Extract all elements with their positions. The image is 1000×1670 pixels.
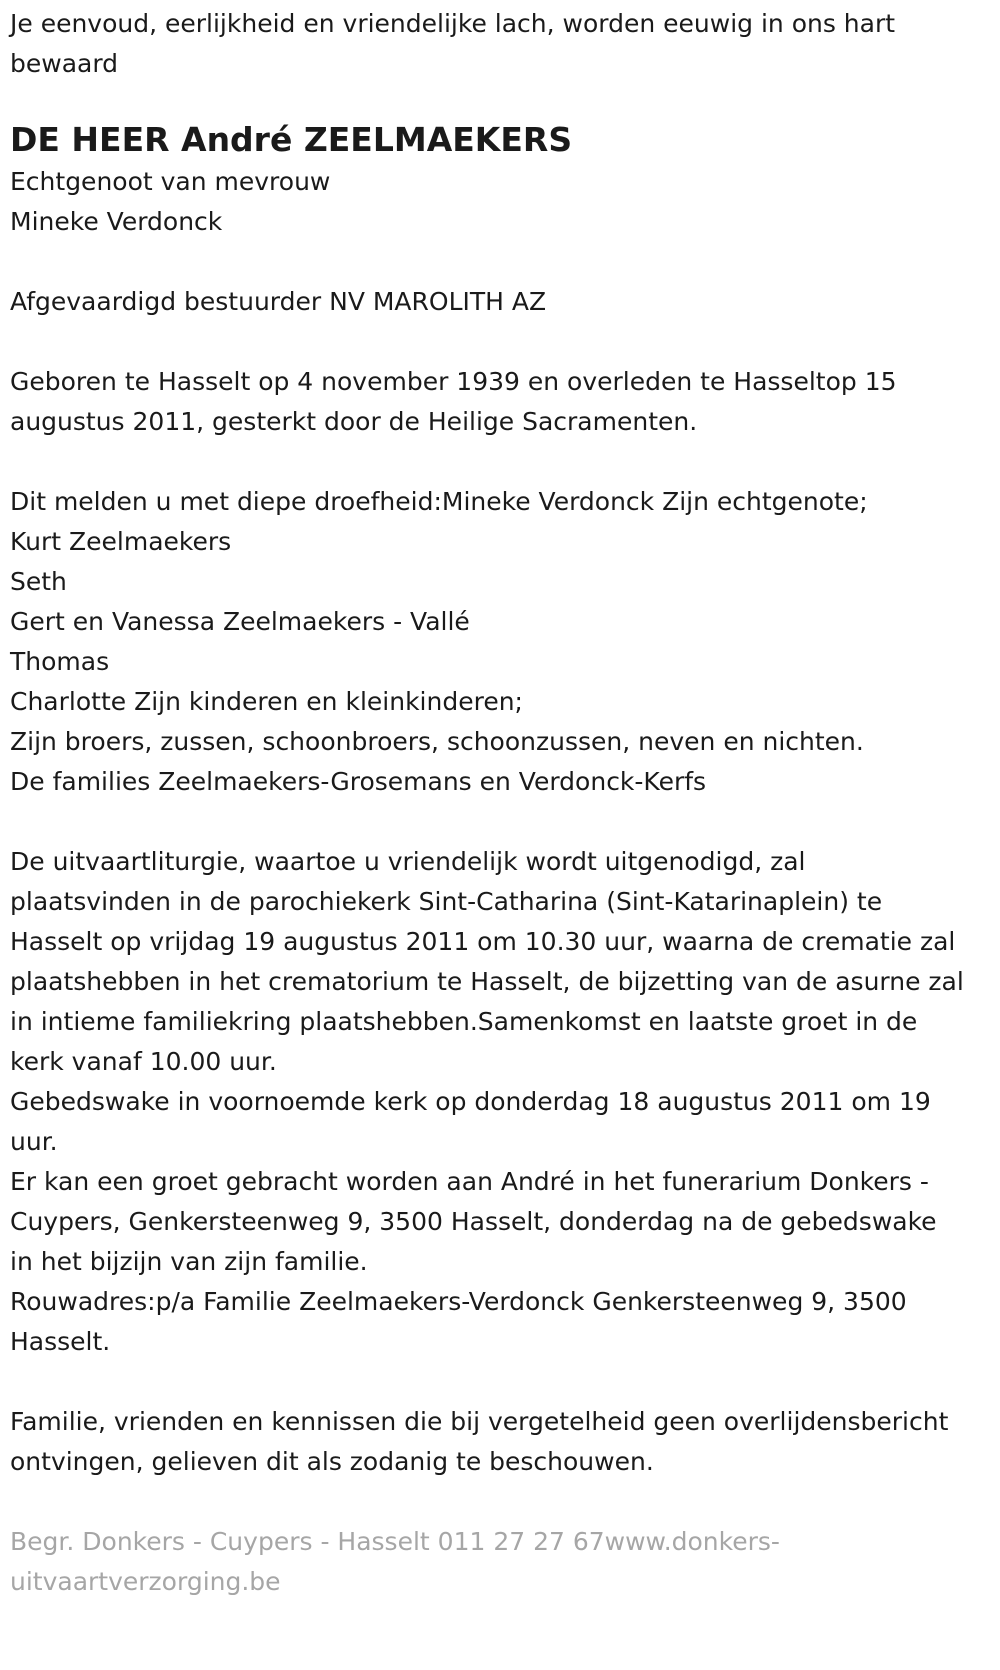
position-block <box>10 282 970 322</box>
ceremony-line: Er kan een groet gebracht worden aan André in het funerarium Donkers - Cuypers, Genkersteenweg 9, 3500 Hasselt, donderdag na de gebedswake <box>10 1167 937 1236</box>
mourner-line: Dit melden u met diepe droefheid:Mineke Verdonck Zijn echtgenote; <box>10 487 868 516</box>
funeral-home-footer: Begr. Donkers - Cuypers - Hasselt 011 27 27 67www.donkers-uitvaartverzorging.be <box>10 1527 780 1596</box>
mourner-line: Zijn broers, zussen, schoonbroers, schoonzussen, neven en nichten. <box>10 727 864 756</box>
mourner-line: Charlotte Zijn kinderen en kleinkinderen; <box>10 687 523 716</box>
spouse-block <box>10 162 970 242</box>
mourner-line: Thomas <box>10 647 110 676</box>
spouse-line: Echtgenoot van mevrouw <box>10 167 331 196</box>
ceremony-line: Rouwadres:p/a Familie Zeelmaekers-Verdonck Genkersteenweg 9, 3500 Hasselt. <box>10 1287 907 1356</box>
footer-block <box>10 1522 970 1602</box>
birth-death-text: Geboren te Hasselt op 4 november 1939 en overleden te Hasseltop 15 augustus 2011, gesterkt door de Heilige Sacramenten. <box>10 367 897 436</box>
mourner-line: Kurt Zeelmaekers <box>10 527 232 556</box>
mourner-line: Gert en Vanessa Zeelmaekers - Vallé <box>10 607 470 636</box>
closing-text: Familie, vrienden en kennissen die bij vergetelheid geen overlijdensbericht ontvingen, gelieven dit als zodanig te beschouwen. <box>10 1407 949 1476</box>
birth-death-block <box>10 362 970 442</box>
mourner-line: De families Zeelmaekers-Grosemans en Verdonck-Kerfs <box>10 767 707 796</box>
intro-text: Je eenvoud, eerlijkheid en vriendelijke lach, worden eeuwig in ons hart bewaard <box>10 9 896 78</box>
position-text: Afgevaardigd bestuurder NV MAROLITH AZ <box>10 287 547 316</box>
ceremony-line: Gebedswake in voornoemde kerk op donderdag 18 augustus 2011 om 19 uur. <box>10 1087 931 1156</box>
closing-block <box>10 1402 970 1482</box>
spouse-name: Mineke Verdonck <box>10 207 223 236</box>
ceremony-line: in het bijzijn van zijn familie. <box>10 1247 368 1276</box>
ceremony-line: De uitvaartliturgie, waartoe u vriendelijk wordt uitgenodigd, zal plaatsvinden in de parochiekerk Sint-Catharina (Sint-Katarinaplein) te Hasselt op vrijdag 19 augustus 2011 om 10.30 uur, waarna de crematie zal plaatshebben in het crematorium te Hasselt, de bijzetting van de asurne zal in intieme familiekring plaatshebben.Samenkomst en laatste groet in de kerk vanaf 10.00 uur. <box>10 847 964 1076</box>
mourner-line: Seth <box>10 567 67 596</box>
mourners-block <box>10 482 970 802</box>
ceremony-block <box>10 842 970 1362</box>
deceased-name: DE HEER André ZEELMAEKERS <box>10 120 573 159</box>
